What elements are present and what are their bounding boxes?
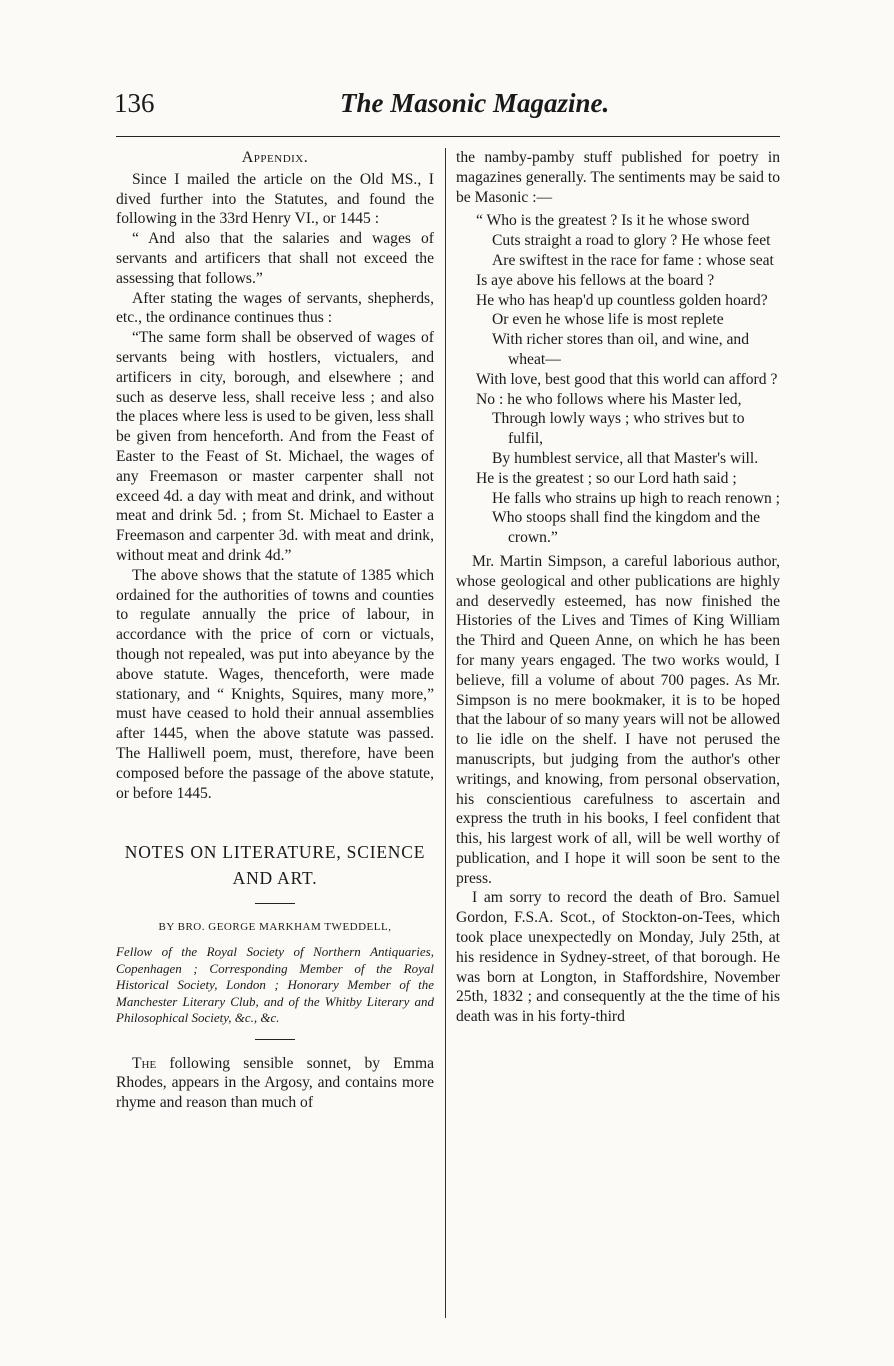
running-title: The Masonic Magazine. bbox=[340, 88, 610, 118]
left-column bbox=[116, 148, 434, 1113]
author-credentials: Fellow of the Royal Society of Northern Antiquaries, Copenhagen ; Corresponding Member of the Royal Historical Society, London ; Honorary Member of the Manchester Literary Club, and of the Whitby Literary and Philosophical Society, &c., &c. bbox=[116, 944, 434, 1026]
right-column bbox=[456, 148, 780, 1027]
paragraph: I am sorry to record the death of Bro. Samuel Gordon, F.S.A. Scot., of Stockton-on-Tees, which took place unexpectedly on Monday, July 25th, at his residence in Sydney-street, of that borough. He was born at Longton, in Staffordshire, November 25th, 1832 ; and consequently at the the time of his death was in his forty-third bbox=[456, 889, 780, 1026]
section-title bbox=[116, 839, 434, 891]
sonnet bbox=[456, 211, 780, 548]
poem-line: He is the greatest ; so our Lord hath said ; bbox=[476, 469, 737, 487]
page-number: 136 bbox=[114, 88, 155, 118]
paragraph: “ And also that the salaries and wages of servants and artificers that shall not exceed the assessing that follows.” bbox=[116, 230, 434, 287]
paragraph bbox=[116, 1054, 434, 1113]
poem-line: No : he who follows where his Master led, bbox=[476, 390, 742, 408]
section-title-line-2: AND ART. bbox=[232, 868, 318, 889]
paragraph-text: following sensible sonnet, by Emma Rhodes, appears in the Argosy, and contains more rhyme and reason than much of bbox=[116, 1054, 434, 1112]
header-rule bbox=[116, 136, 780, 137]
poem-line: He falls who strains up high to reach renown ; bbox=[492, 489, 780, 507]
poem-line: Cuts straight a road to glory ? He whose feet bbox=[492, 232, 771, 250]
section-rule bbox=[255, 903, 295, 904]
poem-line: Is aye above his fellows at the board ? bbox=[476, 271, 715, 289]
paragraph: After stating the wages of servants, shepherds, etc., the ordinance continues thus : bbox=[116, 289, 434, 327]
poem-line: “ Who is the greatest ? Is it he whose sword bbox=[476, 212, 750, 230]
poem-line: He who has heap'd up countless golden hoard? bbox=[476, 291, 768, 309]
paragraph: the namby-pamby stuff published for poetry in magazines generally. The sentiments may be said to be Masonic :— bbox=[456, 149, 780, 206]
poem-line: Who stoops shall find the kingdom and the crown.” bbox=[492, 509, 761, 547]
lead-word: The bbox=[132, 1054, 157, 1072]
poem-line: By humblest service, all that Master's will. bbox=[492, 449, 759, 467]
paragraph: “The same form shall be observed of wages of servants being with hostlers, victualers, and artificers in city, borough, and elsewhere ; and such as deserve less, shall receive less ; and also the places where less is used to be given, less shall be given from henceforth. And from the Feast of Easter to the Feast of St. Michael, the wages of any Freemason or master carpenter shall not exceed 4d. a day with meat and drink, and without meat and drink 5d. ; from St. Michael to Easter a Freemason and carpenter 3d. with meat and drink, without meat and drink 4d.” bbox=[116, 329, 434, 564]
appendix-heading: Appendix. bbox=[241, 149, 309, 166]
poem-line: Or even he whose life is most replete bbox=[492, 311, 724, 329]
paragraph: The above shows that the statute of 1385 which ordained for the authorities of towns and counties to regulate annually the price of labour, in accordance with the price of corn or victuals, though not repealed, was put into abeyance by the above statute. Wages, thenceforth, were made stationary, and “ Knights, Squires, many more,” must have ceased to hold their annual assemblies after 1445, when the above statute was passed. The Halliwell poem, must, therefore, have been composed before the passage of the above statute, or before 1445. bbox=[116, 566, 434, 802]
poem-line: With love, best good that this world can afford ? bbox=[476, 370, 778, 388]
page-header bbox=[114, 88, 780, 128]
section-rule bbox=[255, 1039, 295, 1040]
paragraph: Since I mailed the article on the Old MS., I dived further into the Statutes, and found the following in the 33rd Henry VI., or 1445 : bbox=[116, 170, 434, 228]
poem-line: Are swiftest in the race for fame : whose seat bbox=[492, 251, 774, 269]
poem-line: Through lowly ways ; who strives but to fulfil, bbox=[492, 410, 745, 448]
section-title-line-1: NOTES ON LITERATURE, SCIENCE bbox=[124, 842, 426, 863]
column-divider bbox=[445, 148, 446, 1318]
poem-line: With richer stores than oil, and wine, and wheat— bbox=[492, 331, 750, 368]
paragraph: Mr. Martin Simpson, a careful laborious author, whose geological and other publications are highly and deservedly esteemed, has now finished the Histories of the Lives and Times of King William the Third and Queen Anne, on which he has been for many years engaged. The two works would, I believe, fill a volume of about 700 pages. As Mr. Simpson is no mere bookmaker, it is to be hoped that the labour of so many years will not be allowed to lie idle on the shelf. I have not perused the manuscripts, but judging from the author's other writings, and knowing, from personal observation, his conscientious carefulness to ascertain and express the truth in his books, I feel confident that this, his largest work of all, will be well worthy of publication, and I hope it will soon be sent to the press. bbox=[456, 552, 780, 887]
author-byline: BY BRO. GEORGE MARKHAM TWEDDELL, bbox=[158, 921, 392, 934]
